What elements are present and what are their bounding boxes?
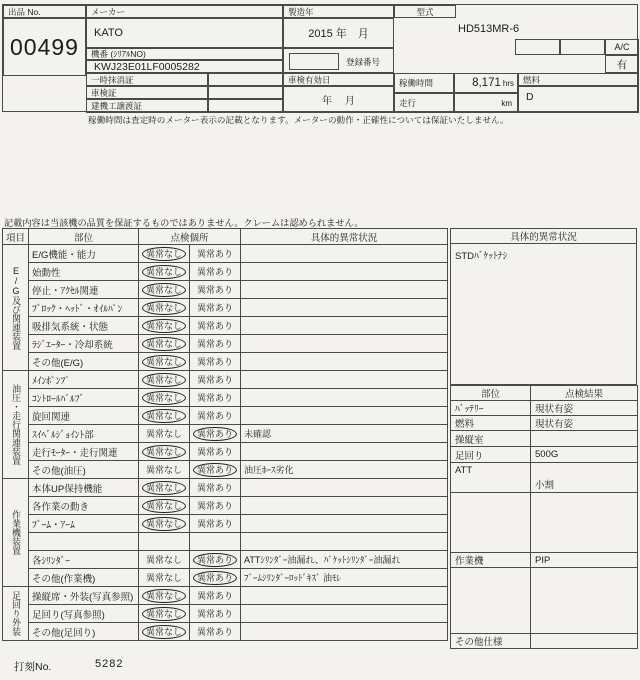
inspection-row [3, 623, 448, 641]
mark-normal: 異常なし [139, 605, 190, 623]
result-value [531, 493, 638, 553]
inspection-row [3, 443, 448, 461]
travel-label: 走行 [394, 93, 454, 113]
form-header [2, 4, 638, 112]
inspection-row [3, 281, 448, 299]
result-row [451, 431, 638, 447]
vehicle-inspection-cert-box [208, 86, 283, 99]
mark-abnormal: 異常あり [190, 353, 241, 371]
mark-normal: 異常なし [139, 569, 190, 587]
option-box-1 [515, 39, 560, 55]
abnormal-detail [241, 497, 448, 515]
kenkiko-transfer-cert-label: 建機工譲渡証 [86, 99, 208, 113]
fuel-value: D [518, 86, 639, 113]
abnormal-detail [241, 515, 448, 533]
mark-normal: 異常なし [139, 461, 190, 479]
inspection-row [3, 551, 448, 569]
part-name: その他(作業機) [29, 569, 139, 587]
mark-abnormal: 異常あり [190, 425, 241, 443]
part-name: ﾗｼﾞｴｰﾀｰ・冷却系統 [29, 335, 139, 353]
registration-stamp-box [289, 53, 339, 70]
inspection-row-blank [3, 533, 448, 551]
abnormal-detail [241, 443, 448, 461]
temp-erasure-cert-label: 一時抹消証 [86, 73, 208, 86]
result-row [451, 401, 638, 416]
inspection-row [3, 245, 448, 263]
stamp-no-label: 打刻No. [14, 661, 52, 673]
part-name: ｽｲﾍﾞﾙｼﾞｮｲﾝﾄ部 [29, 425, 139, 443]
inspection-row [3, 569, 448, 587]
mark-abnormal: 異常あり [190, 389, 241, 407]
mark-abnormal: 異常あり [190, 461, 241, 479]
mark-normal: 異常なし [139, 245, 190, 263]
inspection-row [3, 299, 448, 317]
hours-value [454, 73, 518, 93]
part-name: その他(E/G) [29, 353, 139, 371]
mark-normal: 異常なし [139, 335, 190, 353]
result-part: 作業機 [451, 553, 531, 568]
mark-normal: 異常なし [139, 263, 190, 281]
category-work-equipment: 作業機装置 [3, 479, 29, 587]
quality-disclaimer: 記載内容は当該機の品質を保証するものではありません。クレームは認められません。 [4, 218, 364, 228]
part-name [29, 533, 139, 551]
abnormal-detail [241, 371, 448, 389]
mark-abnormal: 異常あり [190, 443, 241, 461]
inspection-row [3, 335, 448, 353]
registration-label: 登録番号 [346, 56, 381, 67]
result-value [531, 568, 638, 634]
result-part: ﾊﾞｯﾃﾘｰ [451, 401, 531, 416]
mfg-year-label: 製造年 [283, 5, 394, 18]
result-row-blank [451, 493, 638, 553]
mark-abnormal: 異常あり [190, 371, 241, 389]
mark-abnormal: 異常あり [190, 623, 241, 641]
abnormal-detail: ATTｼﾘﾝﾀﾞｰ油漏れ、ﾊﾞｹｯﾄｼﾘﾝﾀﾞｰ油漏れ [241, 551, 448, 569]
mark-abnormal: 異常あり [190, 551, 241, 569]
mark-normal: 異常なし [139, 425, 190, 443]
result-value: 現状有姿 [531, 401, 638, 416]
maker-label: メーカー [86, 5, 283, 18]
hours-number: 8,171 [472, 77, 501, 89]
part-name: 吸排気系統・状態 [29, 317, 139, 335]
inspection-row [3, 605, 448, 623]
inspection-row [3, 587, 448, 605]
mark-abnormal [190, 533, 241, 551]
ac-label: A/C [605, 39, 639, 55]
category-undercarriage: 足回り外装 [3, 587, 29, 641]
abnormal-detail [241, 335, 448, 353]
mark-normal: 異常なし [139, 299, 190, 317]
hours-label: 稼働時間 [394, 73, 454, 93]
part-name: 本体UP保持機能 [29, 479, 139, 497]
abnormal-detail [241, 353, 448, 371]
result-part: その他仕様 [451, 634, 531, 649]
mark-abnormal: 異常あり [190, 407, 241, 425]
abnormal-detail [241, 389, 448, 407]
part-name: ﾌﾞﾛｯｸ・ﾍｯﾄﾞ・ｵｲﾙﾊﾟﾝ [29, 299, 139, 317]
result-row [451, 463, 638, 493]
mark-abnormal: 異常あり [190, 605, 241, 623]
mark-normal: 異常なし [139, 551, 190, 569]
result-value: 小割 [531, 463, 638, 493]
col-detail: 具体的異常状況 [241, 229, 448, 245]
serial-value: KWJ23E01LF0005282 [86, 60, 283, 73]
mark-abnormal: 異常あり [190, 479, 241, 497]
inspection-row [3, 263, 448, 281]
part-name: その他(油圧) [29, 461, 139, 479]
mark-normal: 異常なし [139, 515, 190, 533]
result-row [451, 634, 638, 649]
hours-unit: hrs [502, 78, 514, 88]
travel-unit: km [501, 98, 512, 108]
exhibit-no-value: 00499 [3, 18, 86, 76]
mark-normal: 異常なし [139, 371, 190, 389]
result-value [531, 634, 638, 649]
part-name: 各ｼﾘﾝﾀﾞｰ [29, 551, 139, 569]
abnormal-detail [241, 605, 448, 623]
stamp-no-value: 5282 [95, 658, 124, 670]
mark-abnormal: 異常あり [190, 317, 241, 335]
mark-abnormal: 異常あり [190, 587, 241, 605]
abnormal-detail [241, 281, 448, 299]
part-name: E/G機能・能力 [29, 245, 139, 263]
abnormal-detail [241, 263, 448, 281]
result-part: 足回り [451, 447, 531, 463]
mark-normal: 異常なし [139, 443, 190, 461]
mark-normal [139, 533, 190, 551]
result-value [531, 431, 638, 447]
inspection-row [3, 317, 448, 335]
serial-label: 機番 (ｼﾘｱﾙNO) [86, 48, 283, 60]
vehicle-inspection-cert-label: 車検証 [86, 86, 208, 99]
mark-normal: 異常なし [139, 497, 190, 515]
fuel-label: 燃料 [518, 73, 639, 86]
inspection-row [3, 407, 448, 425]
part-name: ﾌﾞｰﾑ・ｱｰﾑ [29, 515, 139, 533]
right-panel [450, 228, 637, 649]
category-hydraulic: 油圧・走行関連装置 [3, 371, 29, 479]
abnormal-detail [241, 299, 448, 317]
result-value: 現状有姿 [531, 416, 638, 431]
ac-value: 有 [605, 55, 639, 73]
result-part [451, 493, 531, 553]
category-eg: E/G及び関連装置 [3, 245, 29, 371]
abnormal-detail: 油圧ﾎｰｽ劣化 [241, 461, 448, 479]
mark-abnormal: 異常あり [190, 299, 241, 317]
abnormal-detail [241, 245, 448, 263]
temp-erasure-cert-box [208, 73, 283, 86]
mark-normal: 異常なし [139, 623, 190, 641]
inspection-valid-label: 車検有効日 [283, 73, 394, 86]
travel-value [454, 93, 518, 113]
option-box-2 [560, 39, 605, 55]
result-row [451, 447, 638, 463]
result-part [451, 568, 531, 634]
part-name: 始動性 [29, 263, 139, 281]
part-name: 操縦席・外装(写真参照) [29, 587, 139, 605]
abnormal-detail [241, 623, 448, 641]
abnormal-detail [241, 479, 448, 497]
exhibit-no-label: 出品 No. [3, 5, 86, 18]
model-label: 型式 [394, 5, 456, 18]
mark-abnormal: 異常あり [190, 497, 241, 515]
mark-normal: 異常なし [139, 281, 190, 299]
mark-normal: 異常なし [139, 389, 190, 407]
part-name: 足回り(写真参照) [29, 605, 139, 623]
inspection-row [3, 515, 448, 533]
registration-area [283, 48, 394, 73]
abnormal-detail: 未確認 [241, 425, 448, 443]
inspection-header-row [3, 229, 448, 245]
result-value: 500G [531, 447, 638, 463]
kenkiko-transfer-cert-box [208, 99, 283, 113]
inspection-row [3, 461, 448, 479]
mark-normal: 異常なし [139, 587, 190, 605]
inspection-row [3, 389, 448, 407]
abnormal-detail: ﾌﾞｰﾑｼﾘﾝﾀﾞｰﾛｯﾄﾞｷｽﾞ 油ﾓﾚ [241, 569, 448, 587]
part-name: 各作業の動き [29, 497, 139, 515]
abnormal-detail [241, 317, 448, 335]
meter-note: 稼働時間は査定時のメーター表示の記載となります。メーターの動作・正確性については保証いたしません。 [88, 115, 509, 125]
inspection-row [3, 353, 448, 371]
mark-normal: 異常なし [139, 479, 190, 497]
abnormal-detail [241, 533, 448, 551]
mark-normal: 異常なし [139, 317, 190, 335]
abnormal-detail [241, 587, 448, 605]
inspection-row [3, 371, 448, 389]
result-part: 燃料 [451, 416, 531, 431]
mark-abnormal: 異常あり [190, 245, 241, 263]
inspection-row [3, 479, 448, 497]
mark-abnormal: 異常あり [190, 263, 241, 281]
inspection-row [3, 425, 448, 443]
col-points: 点検個所 [139, 229, 241, 245]
col-part: 部位 [29, 229, 139, 245]
mark-normal: 異常なし [139, 407, 190, 425]
result-col-part: 部位 [451, 386, 531, 401]
abnormal-detail [241, 407, 448, 425]
mfg-year-value: 2015 年 月 [283, 18, 394, 48]
abnormal-box-title: 具体的異常状況 [450, 228, 637, 244]
mark-abnormal: 異常あり [190, 515, 241, 533]
part-name: ﾒｲﾝﾎﾟﾝﾌﾟ [29, 371, 139, 389]
result-row [451, 553, 638, 568]
inspection-row [3, 497, 448, 515]
part-name: ｺﾝﾄﾛｰﾙﾊﾞﾙﾌﾞ [29, 389, 139, 407]
inspection-table [2, 228, 448, 641]
result-row-blank [451, 568, 638, 634]
result-table [450, 385, 638, 649]
result-row [451, 416, 638, 431]
mark-abnormal: 異常あり [190, 335, 241, 353]
part-name: 走行ﾓｰﾀｰ・走行関連 [29, 443, 139, 461]
mark-abnormal: 異常あり [190, 569, 241, 587]
result-part: 操縦室 [451, 431, 531, 447]
result-col-result: 点検結果 [531, 386, 638, 401]
inspection-valid-value: 年 月 [283, 86, 394, 113]
part-name: その他(足回り) [29, 623, 139, 641]
result-header-row [451, 386, 638, 401]
mark-normal: 異常なし [139, 353, 190, 371]
col-item: 項目 [3, 229, 29, 245]
result-part: ATT [451, 463, 531, 493]
result-value: PIP [531, 553, 638, 568]
part-name: 旋回関連 [29, 407, 139, 425]
part-name: 停止・ｱｸｾﾙ関連 [29, 281, 139, 299]
maker-value: KATO [86, 18, 283, 48]
model-value: HD513MR-6 [458, 23, 520, 35]
mark-abnormal: 異常あり [190, 281, 241, 299]
abnormal-box-content: STDﾊﾞｹｯﾄﾅｼ [450, 244, 637, 385]
